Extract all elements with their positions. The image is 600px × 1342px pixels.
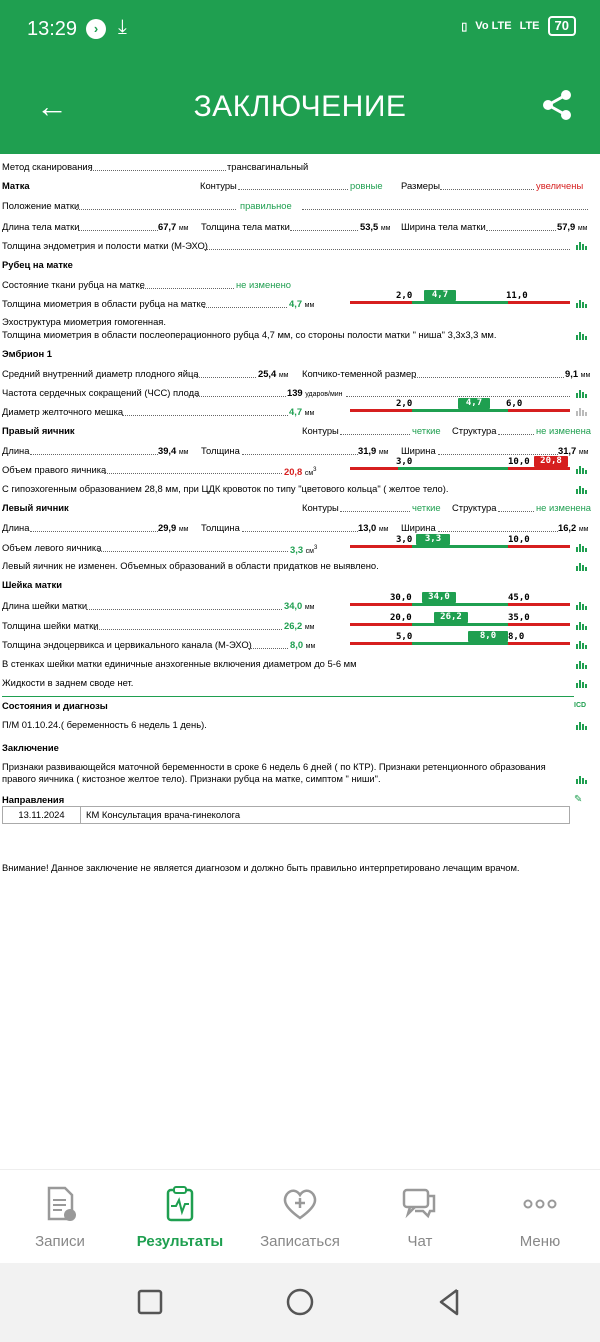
- cervix-endocervix-value: 8,0: [290, 639, 304, 650]
- cervix-length-gauge-min: 30,0: [390, 593, 412, 603]
- scar-tissue-label: Состояние ткани рубца на матке: [2, 279, 145, 290]
- left-ovary-length-label: Длина: [2, 522, 30, 533]
- more-icon: [520, 1184, 560, 1224]
- media-icon: ›: [86, 19, 106, 39]
- scan-method-value: трансвагинальный: [227, 161, 309, 172]
- status-time: 13:29: [27, 18, 78, 40]
- uterus-width-value: 57,9: [557, 221, 576, 232]
- left-ovary-volume-label: Объем левого яичника: [2, 542, 102, 553]
- trend-chart-icon[interactable]: [576, 776, 588, 784]
- right-ovary-title: Правый яичник: [2, 425, 75, 436]
- nav-item-menu[interactable]: [480, 1170, 600, 1264]
- bottom-navigation: [0, 1169, 600, 1263]
- status-indicators: [461, 16, 576, 36]
- trend-chart-icon[interactable]: [576, 466, 588, 474]
- scar-title: Рубец на матке: [2, 259, 73, 270]
- embryo-sac-value: 25,4: [258, 368, 277, 379]
- cervix-thickness-value: 26,2: [284, 620, 303, 631]
- battery-icon: 70: [548, 16, 576, 36]
- recents-icon[interactable]: [135, 1287, 165, 1317]
- trend-chart-icon[interactable]: [576, 622, 588, 630]
- direction-date: 13.11.2024: [3, 807, 81, 823]
- cervix-length-gauge-max: 45,0: [508, 593, 530, 603]
- right-ovary-thickness-value: 31,9: [358, 445, 377, 456]
- right-ovary-thickness-label: Толщина: [201, 445, 240, 456]
- uterus-title: Матка: [2, 180, 30, 191]
- right-ovary-contours-label: Контуры: [302, 425, 339, 436]
- document-icon: [40, 1184, 80, 1224]
- right-ovary-width-label: Ширина: [401, 445, 436, 456]
- right-ovary-note: С гипоэхогенным образованием 28,8 мм, при ЦДК кровоток по типу "цветового кольца" ( желтое тело).: [2, 483, 449, 494]
- cervix-length-gauge-value: 34,0: [422, 592, 456, 603]
- volte-indicator: Vo LTE: [475, 20, 512, 32]
- cervix-endocervix-gauge-max: 8,0: [508, 632, 525, 642]
- right-ovary-gauge-value: 20,8: [534, 456, 568, 467]
- left-ovary-thickness-label: Толщина: [201, 522, 240, 533]
- scar-gauge: [350, 291, 570, 307]
- trend-chart-icon[interactable]: [576, 390, 588, 398]
- left-ovary-width-value: 16,2: [558, 522, 577, 533]
- lte-indicator: LTE: [519, 20, 540, 32]
- left-ovary-gauge-max: 10,0: [508, 535, 530, 545]
- trend-chart-icon[interactable]: [576, 602, 588, 610]
- embryo-hr-value: 139: [287, 387, 303, 398]
- embryo-title: Эмбрион 1: [2, 348, 52, 359]
- status-bar: [0, 0, 600, 60]
- yolk-gauge-min: 2,0: [396, 399, 413, 409]
- nav-item-results[interactable]: [120, 1170, 240, 1264]
- yolk-gauge-value: 4,7: [458, 398, 490, 409]
- trend-chart-icon[interactable]: [576, 722, 588, 730]
- heart-plus-icon: [280, 1184, 320, 1224]
- right-ovary-length-label: Длина: [2, 445, 30, 456]
- nav-label: Результаты: [136, 1233, 224, 1250]
- scar-postop-note: Толщина миометрия в области послеоперационного рубца 4,7 мм, со стороны полости матки " ниша" 3,3х3,3 мм.: [2, 329, 497, 340]
- page-title: ЗАКЛЮЧЕНИЕ: [193, 90, 407, 123]
- left-ovary-gauge: [350, 535, 570, 551]
- app-header: [0, 60, 600, 154]
- cervix-endocervix-label: Толщина эндоцервикса и цервикального канала (М-ЭХО): [2, 639, 252, 650]
- embryo-crl-label: Копчико-теменной размер: [302, 368, 417, 379]
- yolk-gauge: [350, 399, 570, 415]
- cervix-thickness-gauge: [350, 613, 570, 629]
- direction-text[interactable]: КМ Консультация врача-гинеколога: [86, 809, 241, 820]
- embryo-hr-label: Частота сердечных сокращений (ЧСС) плода: [2, 387, 200, 398]
- nav-label: Записаться: [260, 1233, 340, 1250]
- icd-badge[interactable]: ICD: [574, 702, 587, 709]
- directions-title: Направления: [2, 794, 65, 805]
- right-ovary-structure-value: не изменена: [536, 425, 591, 436]
- trend-chart-icon[interactable]: [576, 661, 588, 669]
- diagnosis-text: П/М 01.10.24.( беременность 6 недель 1 день).: [2, 719, 207, 730]
- left-ovary-contours-label: Контуры: [302, 502, 339, 513]
- left-ovary-structure-label: Структура: [452, 502, 497, 513]
- cervix-thickness-gauge-max: 35,0: [508, 613, 530, 623]
- cervix-length-gauge: [350, 593, 570, 609]
- cervix-inclusions-note: В стенках шейки матки единичные анэхогенные включения диаметром до 5-6 мм: [2, 658, 357, 669]
- cervix-length-label: Длина шейки матки: [2, 600, 88, 611]
- endometrium-label: Толщина эндометрия и полости матки (М-ЭХО): [2, 240, 208, 251]
- scar-echo-structure: Эхоструктура миометрия гомогенная.: [2, 316, 166, 327]
- vibrate-icon: ▯: [461, 20, 468, 33]
- uterus-length-label: Длина тела матки: [2, 221, 80, 232]
- system-navigation: [0, 1263, 600, 1342]
- trend-chart-icon[interactable]: [576, 486, 588, 494]
- right-ovary-width-value: 31,7: [558, 445, 577, 456]
- disclaimer: Внимание! Данное заключение не является диагнозом и должно быть правильно интерпретировано лечащим врачом.: [2, 862, 520, 873]
- uterus-thickness-label: Толщина тела матки: [201, 221, 290, 232]
- share-icon[interactable]: [540, 88, 574, 122]
- left-ovary-title: Левый яичник: [2, 502, 69, 513]
- scar-myometrium-label: Толщина миометрия в области рубца на матке: [2, 298, 206, 309]
- cervix-thickness-label: Толщина шейки матки: [2, 620, 99, 631]
- right-ovary-gauge-max: 10,0: [508, 457, 530, 467]
- embryo-yolk-value: 4,7: [289, 406, 303, 417]
- scar-gauge-value: 4,7: [424, 290, 456, 301]
- trend-chart-icon[interactable]: [576, 332, 588, 340]
- download-icon: ⤓: [118, 16, 127, 38]
- embryo-crl-value: 9,1: [565, 368, 579, 379]
- trend-chart-icon[interactable]: [576, 544, 588, 552]
- left-ovary-gauge-value: 3,3: [416, 534, 450, 545]
- cervix-length-value: 34,0: [284, 600, 303, 611]
- home-icon[interactable]: [285, 1287, 315, 1317]
- left-ovary-length-value: 29,9: [158, 522, 177, 533]
- right-ovary-gauge-min: 3,0: [396, 457, 413, 467]
- directions-table: [2, 806, 570, 824]
- edit-icon[interactable]: ✎: [574, 794, 583, 805]
- cervix-endocervix-gauge-value: 8,0: [468, 631, 508, 642]
- conclusion-line-1: Признаки развивающейся маточной беременности в сроке 6 недель 6 дней ( по КТР). Признаки ретенционного образования: [2, 761, 546, 772]
- left-ovary-note: Левый яичник не изменен. Объемных образований в области придатков не выявлено.: [2, 560, 379, 571]
- scar-gauge-min: 2,0: [396, 291, 413, 301]
- left-ovary-contours-value: четкие: [412, 502, 441, 513]
- trend-chart-icon[interactable]: [576, 300, 588, 308]
- diagnosis-title: Состояния и диагнозы: [2, 700, 108, 711]
- scar-myometrium-value: 4,7: [289, 298, 303, 309]
- uterus-sizes-value: увеличены: [536, 180, 584, 191]
- uterus-contours-value: ровные: [350, 180, 383, 191]
- embryo-sac-label: Средний внутренний диаметр плодного яйца: [2, 368, 199, 379]
- nav-label: Записи: [35, 1233, 85, 1250]
- scan-method-label: Метод сканирования: [2, 161, 93, 172]
- report-body: Метод сканирования трансвагинальный Матка Контуры ровные Размеры увеличены Положение матки правильное Длина тела матки 67,7 мм Толщина тела матки 53,5 мм Ширина тела матки 57,9 мм Толщина эндометрия и полости матки (М-ЭХО) Рубец на матке Состояние ткани рубца на матке не изменено Толщина миометрия в области рубца на матке 4,7 мм 2,0 4,7 11,0 Эхоструктура миометрия гомогенная. Толщина миометрия в области послеоперационного рубца 4,7 мм, со стороны полости матки " ниша" 3,3х3,3 мм. Эмбрион 1 Средний внутренний диаметр плодного яйца 25,4 мм Копчико-теменной размер 9,1 мм Частота сердечных сокращений (ЧСС) плода 139 ударов/мин Диаметр желточного мешка 4,7 мм 2,0 4,7 6,0 Правый яичник Контуры четкие Структура не изменена Длина 39,4 мм Толщина 31,9 мм Ширина 31,7 мм Объем правого яичника 20,8 $см^3$ 3,0 10,0 20,8 С гипоэхогенным образованием 28,8 мм, при ЦДК кровоток по типу "цветового кольца" ( желтое тело). Левый яичник Контуры четкие Структура не изменена Длина 29,9 мм Толщина 13,0 мм Ширина 16,2 мм Объем левого яичника 3,3 $см^3$ 3,0 3,3 10,0 Левый яичник не изменен. Объемных образований в области придатков не выявлено. Шейка матки Длина шейки матки 34,0 мм 30,0 34,0 45,0 Толщина шейки матки 26,2 мм 20,0 26,2 35,0 Толщина эндоцервикса и цервикального канала (М-ЭХО) 8,0 мм 5,0 8,0 8,0 В стенках шейки матки единичные анэхогенные включения диаметром до 5-6 мм Жидкости в заднем своде нет. Состояния и диагнозы ICD П/М 01.10.24.( беременность 6 недель 1 день). Заключение Признаки развивающейся маточной беременности в сроке 6 недель 6 дней ( по КТР). Признаки ретенционного образования правого яичника ( кистозное желтое тело). Признаки рубца на матке, симптом " ниши". Направления ✎ 13.11.2024 КМ Консультация врача-гинеколога Внимание! Данное заключение не является диагнозом и должно быть правильно интерпретировано лечащим врачом.: [2, 161, 591, 873]
- nav-item-appointment[interactable]: [240, 1170, 360, 1264]
- conclusion-line-2: правого яичника ( кистозное желтое тело). Признаки рубца на матке, симптом " ниши".: [2, 773, 381, 784]
- cervix-endocervix-gauge: [350, 632, 570, 648]
- right-ovary-volume-label: Объем правого яичника: [2, 464, 107, 475]
- scar-tissue-value: не изменено: [236, 279, 291, 290]
- nav-label: Меню: [519, 1233, 561, 1250]
- nav-label: Чат: [407, 1233, 433, 1250]
- uterus-position-value: правильное: [240, 200, 292, 211]
- cervix-title: Шейка матки: [2, 579, 62, 590]
- uterus-sizes-label: Размеры: [401, 180, 440, 191]
- conclusion-title: Заключение: [2, 742, 59, 753]
- right-ovary-contours-value: четкие: [412, 425, 441, 436]
- back-icon[interactable]: [435, 1287, 465, 1317]
- cervix-fluid-note: Жидкости в заднем своде нет.: [2, 677, 134, 688]
- right-ovary-length-value: 39,4: [158, 445, 177, 456]
- trend-chart-icon[interactable]: [576, 641, 588, 649]
- left-ovary-width-label: Ширина: [401, 522, 436, 533]
- trend-chart-icon[interactable]: [576, 680, 588, 688]
- clipboard-pulse-icon: [160, 1184, 200, 1224]
- trend-chart-icon[interactable]: [576, 408, 588, 416]
- cervix-thickness-gauge-min: 20,0: [390, 613, 412, 623]
- chat-icon: [400, 1184, 440, 1224]
- section-divider: [2, 696, 574, 697]
- uterus-length-value: 67,7: [158, 221, 177, 232]
- nav-item-records[interactable]: [0, 1170, 120, 1264]
- left-ovary-thickness-value: 13,0: [358, 522, 377, 533]
- uterus-position-label: Положение матки: [2, 200, 80, 211]
- scan-method-row: [2, 160, 582, 174]
- trend-chart-icon[interactable]: [576, 563, 588, 571]
- cervix-thickness-gauge-value: 26,2: [434, 612, 468, 623]
- left-ovary-volume-value: 3,3: [290, 544, 304, 556]
- back-arrow-icon[interactable]: ←: [36, 88, 68, 124]
- nav-item-chat[interactable]: [360, 1170, 480, 1264]
- right-ovary-gauge: [350, 457, 570, 473]
- uterus-width-label: Ширина тела матки: [401, 221, 486, 232]
- yolk-gauge-max: 6,0: [506, 399, 523, 409]
- right-ovary-structure-label: Структура: [452, 425, 497, 436]
- left-ovary-structure-value: не изменена: [536, 502, 591, 513]
- embryo-yolk-label: Диаметр желточного мешка: [2, 406, 124, 417]
- cervix-endocervix-gauge-min: 5,0: [396, 632, 413, 642]
- right-ovary-volume-value: 20,8: [284, 466, 303, 478]
- uterus-contours-label: Контуры: [200, 180, 237, 191]
- trend-chart-icon[interactable]: [576, 242, 588, 250]
- scar-gauge-max: 11,0: [506, 291, 528, 301]
- uterus-thickness-value: 53,5: [360, 221, 379, 232]
- left-ovary-gauge-min: 3,0: [396, 535, 413, 545]
